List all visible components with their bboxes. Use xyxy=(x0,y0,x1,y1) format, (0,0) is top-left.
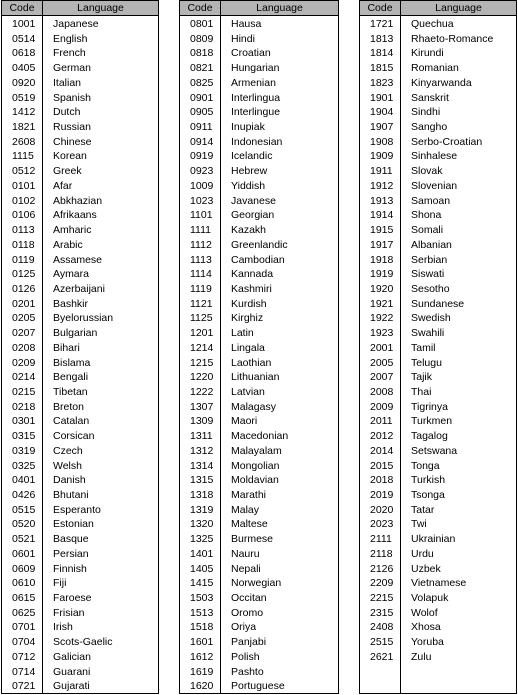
table-header xyxy=(2,1,158,16)
language-cell: Setswana xyxy=(411,444,458,457)
language-cell: Panjabi xyxy=(231,636,267,649)
language-cell: Vietnamese xyxy=(411,577,467,590)
language-cell: Assamese xyxy=(53,253,103,266)
language-cell: Slovak xyxy=(411,165,443,178)
language-cell: Welsh xyxy=(53,459,82,472)
language-cell: Occitan xyxy=(231,592,267,605)
language-cell: Sundanese xyxy=(411,297,465,310)
code-cell: 1813 xyxy=(370,32,394,45)
language-cell: Macedonian xyxy=(231,430,289,443)
code-cell: 0514 xyxy=(12,32,36,45)
code-cell: 1721 xyxy=(370,18,394,30)
code-cell: 0901 xyxy=(190,91,214,104)
code-cell: 1518 xyxy=(190,621,214,634)
code-cell: 0701 xyxy=(12,621,36,634)
code-cell: 2408 xyxy=(370,621,394,634)
code-cell: 1814 xyxy=(370,47,394,60)
language-cell: Tatar xyxy=(411,503,435,516)
code-cell: 1113 xyxy=(190,253,212,266)
code-cell: 1319 xyxy=(190,503,214,516)
language-cell: Sangho xyxy=(411,121,448,134)
code-cell: 2515 xyxy=(370,636,394,649)
code-cell: 1921 xyxy=(370,297,394,310)
table-body xyxy=(2,16,158,694)
language-cell: Danish xyxy=(53,474,86,487)
language-cell: Turkmen xyxy=(411,415,453,428)
code-cell: 1201 xyxy=(190,327,214,340)
language-cell: Mongolian xyxy=(231,459,280,472)
code-cell: 0205 xyxy=(12,312,36,325)
code-cell: 2001 xyxy=(370,341,394,354)
language-cell: Turkish xyxy=(411,474,446,487)
code-cell: 1513 xyxy=(190,606,214,619)
code-cell: 2215 xyxy=(370,592,394,605)
code-cell: 1923 xyxy=(370,327,394,340)
code-cell: 1503 xyxy=(190,592,214,605)
language-cell: Bislama xyxy=(53,356,91,369)
language-cell: Javanese xyxy=(231,194,276,207)
code-cell: 1901 xyxy=(370,91,394,104)
code-cell: 2007 xyxy=(370,371,394,384)
language-cell: Maori xyxy=(231,415,258,428)
language-cell: Sinhalese xyxy=(411,150,458,163)
code-cell: 1909 xyxy=(370,150,394,163)
language-cell: Frisian xyxy=(53,606,85,619)
code-cell: 0920 xyxy=(12,76,36,89)
code-cell: 0319 xyxy=(12,444,36,457)
code-cell: 0101 xyxy=(12,179,36,192)
code-cell: 1023 xyxy=(190,194,214,207)
code-cell: 1001 xyxy=(12,18,36,30)
language-cell: Arabic xyxy=(53,238,83,251)
code-cell: 1620 xyxy=(190,680,214,693)
language-cell: Volapuk xyxy=(411,592,449,605)
language-cell: Hindi xyxy=(231,32,255,45)
language-header: Language xyxy=(77,2,124,14)
code-cell: 0208 xyxy=(12,341,36,354)
language-cell: Latin xyxy=(231,327,254,340)
language-cell: Hebrew xyxy=(231,165,268,178)
language-cell: Romanian xyxy=(411,62,459,75)
language-cell: Sesotho xyxy=(411,282,450,295)
code-cell: 0118 xyxy=(12,238,35,251)
code-cell: 1318 xyxy=(190,489,214,501)
language-cell: Abkhazian xyxy=(53,194,103,207)
code-cell: 0911 xyxy=(190,121,213,134)
language-cell: Byelorussian xyxy=(53,312,114,325)
language-cell: Maltese xyxy=(231,518,268,531)
language-cell: Twi xyxy=(411,518,427,531)
language-cell: Hausa xyxy=(231,18,262,30)
code-cell: 0704 xyxy=(12,636,36,649)
code-cell: 1907 xyxy=(370,121,394,134)
language-cell: Tamil xyxy=(411,341,436,354)
language-cell: Guarani xyxy=(53,665,91,678)
code-cell: 1917 xyxy=(370,238,394,251)
code-cell: 1325 xyxy=(190,533,214,546)
table-header xyxy=(360,1,516,16)
code-cell: 1115 xyxy=(12,150,34,163)
language-cell: Pashto xyxy=(231,665,264,678)
code-cell: 0209 xyxy=(12,356,36,369)
code-cell: 0714 xyxy=(12,665,36,678)
code-cell: 2012 xyxy=(370,430,394,443)
code-cell: 1913 xyxy=(370,194,394,207)
code-cell: 0821 xyxy=(190,62,214,75)
code-cell: 2020 xyxy=(370,503,394,516)
code-cell: 1320 xyxy=(190,518,214,531)
language-cell: Catalan xyxy=(53,415,90,428)
language-cell: Tibetan xyxy=(53,385,88,398)
code-cell: 0712 xyxy=(12,650,36,663)
language-cell: Afar xyxy=(53,179,73,192)
language-cell: Corsican xyxy=(53,430,95,443)
language-cell: Kannada xyxy=(231,268,274,281)
language-cell: Somali xyxy=(411,224,444,237)
language-cell: Persian xyxy=(53,547,89,560)
code-cell: 1222 xyxy=(190,385,214,398)
language-cell: Tigrinya xyxy=(411,400,448,413)
code-cell: 1920 xyxy=(370,282,394,295)
language-cell: Chinese xyxy=(53,135,92,148)
code-cell: 1215 xyxy=(190,356,214,369)
language-cell: Polish xyxy=(231,650,260,663)
code-column xyxy=(180,17,221,694)
language-cell: Xhosa xyxy=(411,621,441,634)
code-cell: 1315 xyxy=(190,474,214,487)
code-cell: 0325 xyxy=(12,459,36,472)
code-cell: 0923 xyxy=(190,165,214,178)
code-cell: 2608 xyxy=(12,135,36,148)
language-cell: Japanese xyxy=(53,18,99,30)
code-cell: 2019 xyxy=(370,489,394,501)
language-cell: Sindhi xyxy=(411,106,441,119)
language-column xyxy=(401,17,516,665)
language-cell: Serbian xyxy=(411,253,448,266)
code-cell: 0126 xyxy=(12,282,36,295)
code-cell: 1401 xyxy=(190,547,214,560)
language-cell: Latvian xyxy=(231,385,265,398)
code-cell: 1922 xyxy=(370,312,394,325)
code-cell: 0601 xyxy=(12,547,36,560)
code-cell: 0615 xyxy=(12,592,36,605)
code-cell: 2011 xyxy=(370,415,393,428)
language-cell: Burmese xyxy=(231,533,274,546)
code-cell: 0609 xyxy=(12,562,36,575)
code-cell: 1823 xyxy=(370,76,394,89)
table-body xyxy=(360,16,516,694)
language-cell: Galician xyxy=(53,650,91,663)
code-header: Code xyxy=(2,1,43,15)
code-cell: 0515 xyxy=(12,503,36,516)
language-cell: Tonga xyxy=(411,459,440,472)
code-cell: 1915 xyxy=(370,224,394,237)
code-cell: 1908 xyxy=(370,135,394,148)
language-cell: Kinyarwanda xyxy=(411,76,472,89)
language-cell: Zulu xyxy=(411,650,432,663)
code-cell: 0207 xyxy=(12,327,36,340)
code-cell: 2008 xyxy=(370,385,394,398)
code-cell: 2118 xyxy=(370,547,393,560)
language-cell: Kashmiri xyxy=(231,282,272,295)
code-cell: 0215 xyxy=(12,385,36,398)
code-cell: 2111 xyxy=(370,533,392,546)
language-cell: Telugu xyxy=(411,356,442,369)
code-cell: 0521 xyxy=(12,533,36,546)
language-cell: Russian xyxy=(53,121,91,134)
code-cell: 2621 xyxy=(370,650,394,663)
code-cell: 1815 xyxy=(370,62,394,75)
language-cell: Estonian xyxy=(53,518,94,531)
language-cell: Malagasy xyxy=(231,400,276,413)
code-cell: 0301 xyxy=(12,415,36,428)
language-cell: Shona xyxy=(411,209,442,222)
language-cell: Wolof xyxy=(411,606,438,619)
code-cell: 1612 xyxy=(190,650,214,663)
code-cell: 0721 xyxy=(12,680,36,693)
language-header: Language xyxy=(435,2,482,14)
language-cell: Swahili xyxy=(411,327,445,340)
code-cell: 0905 xyxy=(190,106,214,119)
code-cell: 0405 xyxy=(12,62,36,75)
code-cell: 1214 xyxy=(190,341,214,354)
language-cell: Interlingue xyxy=(231,106,281,119)
code-header: Code xyxy=(360,1,401,15)
language-cell: Serbo-Croatian xyxy=(411,135,483,148)
code-cell: 1111 xyxy=(190,224,212,237)
code-cell: 0106 xyxy=(12,209,36,222)
code-cell: 1415 xyxy=(190,577,214,590)
code-cell: 1101 xyxy=(190,209,213,222)
code-column xyxy=(360,17,401,665)
table-body xyxy=(180,16,338,694)
code-cell: 0218 xyxy=(12,400,36,413)
language-cell: Quechua xyxy=(411,18,454,30)
language-cell: Gujarati xyxy=(53,680,90,693)
language-cell: Oromo xyxy=(231,606,264,619)
code-cell: 1311 xyxy=(190,430,213,443)
code-cell: 0519 xyxy=(12,91,36,104)
language-cell: Cambodian xyxy=(231,253,285,266)
code-cell: 0401 xyxy=(12,474,36,487)
language-cell: Dutch xyxy=(53,106,81,119)
code-cell: 1220 xyxy=(190,371,214,384)
language-cell: Lingala xyxy=(231,341,265,354)
code-cell: 0512 xyxy=(12,165,36,178)
language-cell: Spanish xyxy=(53,91,91,104)
language-cell: Portuguese xyxy=(231,680,285,693)
code-column xyxy=(2,17,43,694)
language-cell: Azerbaijani xyxy=(53,282,105,295)
code-header: Code xyxy=(180,1,221,15)
language-cell: Amharic xyxy=(53,224,92,237)
code-cell: 0825 xyxy=(190,76,214,89)
language-cell: Kazakh xyxy=(231,224,267,237)
code-cell: 1914 xyxy=(370,209,394,222)
code-cell: 0520 xyxy=(12,518,36,531)
language-cell: Inupiak xyxy=(231,121,265,134)
code-cell: 2014 xyxy=(370,444,394,457)
language-code-table-2 xyxy=(179,0,339,694)
code-cell: 1309 xyxy=(190,415,214,428)
code-cell: 2209 xyxy=(370,577,394,590)
code-cell: 1312 xyxy=(190,444,214,457)
language-cell: Samoan xyxy=(411,194,451,207)
language-cell: Czech xyxy=(53,444,83,457)
language-cell: Breton xyxy=(53,400,84,413)
language-column xyxy=(43,17,158,694)
language-cell: Italian xyxy=(53,76,82,89)
language-cell: Thai xyxy=(411,385,432,398)
language-cell: Laothian xyxy=(231,356,272,369)
code-cell: 2009 xyxy=(370,400,394,413)
language-cell: French xyxy=(53,47,86,60)
language-cell: Hungarian xyxy=(231,62,280,75)
code-cell: 1314 xyxy=(190,459,214,472)
code-cell: 0610 xyxy=(12,577,36,590)
language-cell: Kurdish xyxy=(231,297,267,310)
code-cell: 2023 xyxy=(370,518,394,531)
language-cell: Yoruba xyxy=(411,636,444,649)
language-cell: Tajik xyxy=(411,371,433,384)
code-cell: 0809 xyxy=(190,32,214,45)
language-cell: Afrikaans xyxy=(53,209,97,222)
code-cell: 2126 xyxy=(370,562,394,575)
language-cell: Esperanto xyxy=(53,503,101,516)
code-cell: 0818 xyxy=(190,47,214,60)
language-cell: Oriya xyxy=(231,621,257,634)
language-cell: Scots-Gaelic xyxy=(53,636,113,649)
language-cell: Malay xyxy=(231,503,260,516)
language-cell: Urdu xyxy=(411,547,434,560)
code-cell: 1125 xyxy=(190,312,213,325)
code-cell: 2315 xyxy=(370,606,394,619)
language-cell: Bashkir xyxy=(53,297,89,310)
language-cell: Croatian xyxy=(231,47,271,60)
code-cell: 0119 xyxy=(12,253,35,266)
code-cell: 0315 xyxy=(12,430,36,443)
code-cell: 0113 xyxy=(12,224,35,237)
language-cell: Nepali xyxy=(231,562,261,575)
language-cell: Bihari xyxy=(53,341,80,354)
code-cell: 1919 xyxy=(370,268,394,281)
code-cell: 0919 xyxy=(190,150,214,163)
language-cell: Tagalog xyxy=(411,430,448,443)
language-cell: Greenlandic xyxy=(231,238,288,251)
language-cell: English xyxy=(53,32,88,45)
code-cell: 1112 xyxy=(190,238,212,251)
code-cell: 1911 xyxy=(370,165,393,178)
language-cell: Bulgarian xyxy=(53,327,98,340)
language-cell: Kirghiz xyxy=(231,312,264,325)
language-cell: Tsonga xyxy=(411,489,445,501)
language-column xyxy=(221,17,338,694)
language-cell: Sanskrit xyxy=(411,91,449,104)
language-cell: Rhaeto-Romance xyxy=(411,32,494,45)
language-cell: Korean xyxy=(53,150,87,163)
code-cell: 2015 xyxy=(370,459,394,472)
language-cell: Fiji xyxy=(53,577,67,590)
table-header xyxy=(180,1,338,16)
language-cell: Moldavian xyxy=(231,474,279,487)
language-cell: Marathi xyxy=(231,489,267,501)
code-cell: 0125 xyxy=(12,268,36,281)
language-cell: Swedish xyxy=(411,312,451,325)
language-cell: German xyxy=(53,62,91,75)
language-cell: Greek xyxy=(53,165,82,178)
language-cell: Yiddish xyxy=(231,179,266,192)
code-cell: 0618 xyxy=(12,47,36,60)
code-cell: 1009 xyxy=(190,179,214,192)
code-cell: 1412 xyxy=(12,106,36,119)
code-cell: 1821 xyxy=(12,121,36,134)
language-cell: Icelandic xyxy=(231,150,273,163)
code-cell: 2018 xyxy=(370,474,394,487)
code-cell: 0102 xyxy=(12,194,36,207)
language-cell: Basque xyxy=(53,533,89,546)
language-header: Language xyxy=(256,2,303,14)
language-cell: Kirundi xyxy=(411,47,444,60)
language-cell: Interlingua xyxy=(231,91,281,104)
language-cell: Norwegian xyxy=(231,577,282,590)
language-cell: Lithuanian xyxy=(231,371,280,384)
code-cell: 1918 xyxy=(370,253,394,266)
language-cell: Indonesian xyxy=(231,135,283,148)
language-cell: Ukrainian xyxy=(411,533,456,546)
language-cell: Slovenian xyxy=(411,179,458,192)
code-cell: 0625 xyxy=(12,606,36,619)
language-cell: Malayalam xyxy=(231,444,282,457)
language-cell: Nauru xyxy=(231,547,260,560)
code-cell: 1619 xyxy=(190,665,214,678)
code-cell: 1119 xyxy=(190,282,212,295)
language-cell: Aymara xyxy=(53,268,89,281)
language-cell: Albanian xyxy=(411,238,452,251)
language-cell: Siswati xyxy=(411,268,445,281)
code-cell: 0201 xyxy=(12,297,36,310)
code-cell: 0426 xyxy=(12,489,36,501)
code-cell: 1121 xyxy=(190,297,213,310)
code-cell: 1912 xyxy=(370,179,394,192)
language-cell: Uzbek xyxy=(411,562,441,575)
code-cell: 2005 xyxy=(370,356,394,369)
code-cell: 0801 xyxy=(190,18,214,30)
language-cell: Georgian xyxy=(231,209,275,222)
code-cell: 0914 xyxy=(190,135,214,148)
code-cell: 1405 xyxy=(190,562,214,575)
code-cell: 0214 xyxy=(12,371,36,384)
language-cell: Faroese xyxy=(53,592,92,605)
code-cell: 1307 xyxy=(190,400,214,413)
code-cell: 1114 xyxy=(190,268,212,281)
language-cell: Armenian xyxy=(231,76,276,89)
language-cell: Bhutani xyxy=(53,489,89,501)
code-cell: 1904 xyxy=(370,106,394,119)
language-cell: Finnish xyxy=(53,562,87,575)
language-code-table-1 xyxy=(1,0,159,694)
language-cell: Bengali xyxy=(53,371,89,384)
language-cell: Irish xyxy=(53,621,73,634)
code-cell: 1601 xyxy=(190,636,214,649)
language-code-table-3 xyxy=(359,0,517,694)
